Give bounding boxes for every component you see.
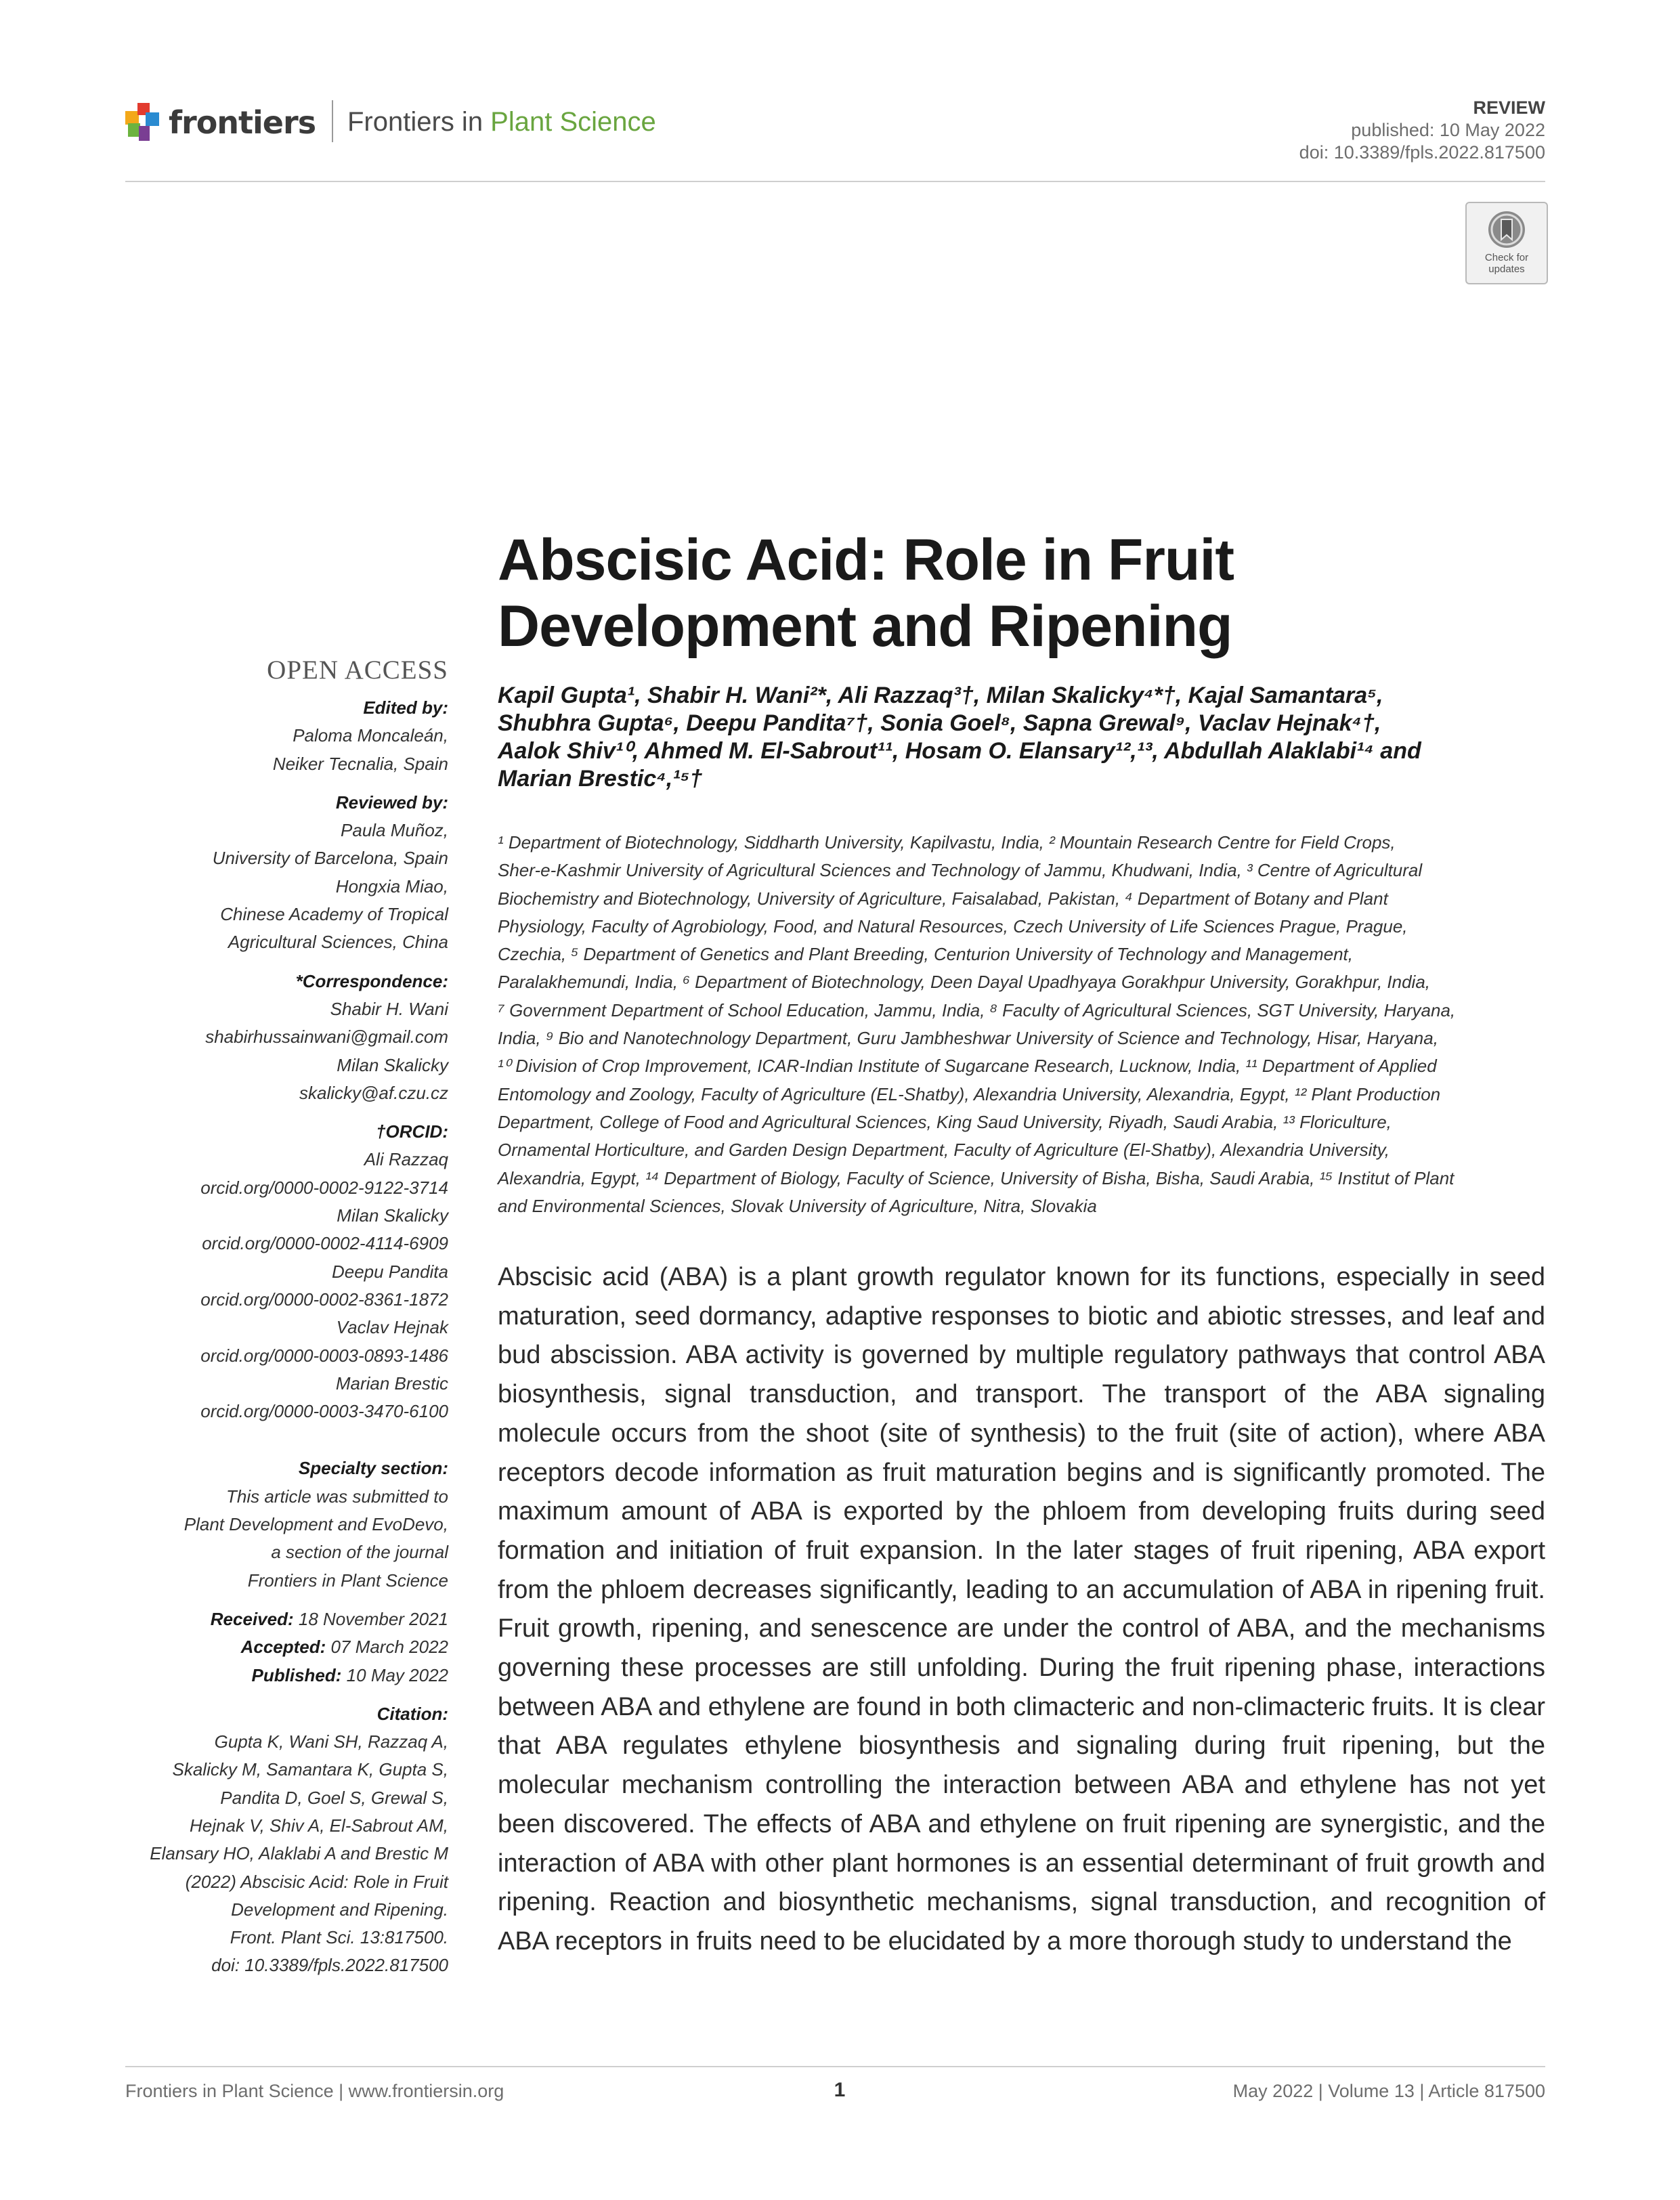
orcid-name: Milan Skalicky [337,1205,448,1226]
citation-line: Development and Ripening. [231,1899,448,1920]
affiliation-line: Biochemistry and Biotechnology, University of Agriculture, Faisalabad, Pakistan, ⁴ Department of Botany and Plant [498,888,1388,909]
footer-journal-link[interactable]: Frontiers in Plant Science | www.frontiersin.org [125,2081,504,2101]
citation-line: Gupta K, Wani SH, Razzaq A, [214,1731,448,1752]
affiliation-line: Alexandria, Egypt, ¹⁴ Department of Biology, Faculty of Science, University of Bisha, Bisha, Saudi Arabia, ¹⁵ Institut of Plant [498,1167,1455,1188]
reviewed-by-heading: Reviewed by: [335,792,448,813]
author-line: Marian Brestic⁴,¹⁵† [498,766,703,792]
citation-line: Pandita D, Goel S, Grewal S, [220,1787,448,1808]
open-access-label: OPEN ACCESS [267,655,448,685]
affiliation-line: Entomology and Zoology, Faculty of Agriculture (EL-Shatby), Alexandria University, Alexandria, Egypt, ¹² Plant Production [498,1083,1441,1104]
orcid-link[interactable]: orcid.org/0000-0002-8361-1872 [200,1289,448,1310]
correspondence-email[interactable]: skalicky@af.czu.cz [299,1082,448,1103]
specialty-line: Plant Development and EvoDevo, [184,1514,448,1535]
bookmark-ribbon-icon [1487,210,1526,249]
page-number: 1 [834,2079,846,2101]
orcid-link[interactable]: orcid.org/0000-0003-3470-6100 [200,1401,448,1422]
reviewer-line: Hongxia Miao, [335,876,448,897]
orcid-heading: †ORCID: [376,1121,448,1142]
frontiers-logo[interactable] [125,100,325,145]
specialty-line: This article was submitted to [225,1486,448,1507]
accepted-label: Accepted: [240,1637,326,1658]
published-label: Published: [251,1664,342,1685]
title-line: Abscisic Acid: Role in Fruit [498,527,1234,592]
journal-prefix: Frontiers in [347,107,491,137]
affiliation-line: Physiology, Faculty of Agrobiology, Food, and Natural Resources, Czech University of Life Sciences Prague, Prague, [498,915,1408,936]
citation-line[interactable]: doi: 10.3389/fpls.2022.817500 [211,1955,448,1976]
affiliation-line: India, ⁹ Bio and Nanotechnology Department, Guru Jambheshwar University of Science and Technology, Hisar, Haryana, [498,1028,1438,1049]
published-date: published: 10 May 2022 [1351,120,1545,140]
accepted-value: 07 March 2022 [330,1637,448,1658]
footer-issue-info: May 2022 | Volume 13 | Article 817500 [1232,2081,1545,2101]
author-line: Kapil Gupta¹, Shabir H. Wani²*, Ali Razzaq³†, Milan Skalicky⁴*†, Kajal Samantara⁵, [498,683,1383,708]
specialty-heading: Specialty section: [298,1458,448,1479]
orcid-name: Ali Razzaq [364,1149,448,1170]
frontiers-logo-mark-icon [125,103,160,142]
title-line: Development and Ripening [498,594,1232,659]
journal-name[interactable] [347,107,656,137]
affiliation-line: ¹⁰ Division of Crop Improvement, ICAR-Indian Institute of Sugarcane Research, Lucknow, India, ¹¹ Department of Applied [498,1056,1437,1077]
article-type: REVIEW [1473,98,1545,118]
reviewer-line: University of Barcelona, Spain [212,848,448,869]
received-label: Received: [210,1608,294,1629]
logo-wordmark: frontiers [169,104,316,141]
abstract-text: Abscisic acid (ABA) is a plant growth regulator known for its functions, especially in seed maturation, seed dormancy, adaptive responses to biotic and abiotic stresses, and leaf and bud abscission. ABA activity is governed by multiple regulatory pathways that control ABA biosynthesis, signal transduction, and transport. The transport of the ABA signaling molecule occurs from the shoot (site of synthesis) to the fruit (site of action), where ABA receptors decode information as fruit maturation begins and is significantly promoted. The maximum amount of ABA is exported by the phloem from developing fruits during seed formation and initiation of fruit expansion. In the later stages of fruit ripening, ABA export from the phloem decreases significantly, leading to an accumulation of ABA in ripening fruit. Fruit growth, ripening, and senescence are under the control of ABA, and the mechanisms governing these processes are still unfolding. During the fruit ripening phase, interactions between ABA and ethylene are found in both climacteric and non-climacteric fruits. It is clear that ABA regulates ethylene biosynthesis and signaling during fruit ripening, but the molecular mechanism controlling the interaction between ABA and ethylene has not yet been discovered. The effects of ABA and ethylene on fruit ripening are synergistic, and the interaction of ABA with other plant hormones is an essential determinant of fruit growth and ripening. Reaction and biosynthetic mechanisms, signal transduction, and recognition of ABA receptors in fruits need to be elucidated by a more thorough study to understand the [498,1263,1545,1956]
correspondence-name: Shabir H. Wani [330,998,448,1019]
affiliation-line: Sher-e-Kashmir University of Agricultural Sciences and Technology of Jammu, Khudwani, India, ³ Centre of Agricultural [498,860,1423,881]
affiliation-line: Department, College of Food and Agricultural Sciences, King Saud University, Riyadh, Saudi Arabia, ¹³ Floriculture, [498,1111,1392,1132]
reviewer-line: Paula Muñoz, [341,820,448,841]
citation-line: Skalicky M, Samantara K, Gupta S, [172,1759,448,1780]
check-for-updates-label: Check for updates [1484,252,1529,275]
header-divider [332,100,333,142]
affiliations [498,829,1534,1220]
orcid-link[interactable]: orcid.org/0000-0003-0893-1486 [200,1345,448,1366]
editor-line: Paloma Moncaleán, [293,725,448,746]
specialty-line: Frontiers in Plant Science [247,1570,448,1591]
journal-accent: Plant Science [490,107,656,137]
affiliation-line: and Environmental Sciences, Slovak University of Agriculture, Nitra, Slovakia [498,1195,1097,1216]
affiliation-line: ⁷ Government Department of School Education, Jammu, India, ⁸ Faculty of Agricultural Sciences, SGT University, Haryana, [498,999,1456,1020]
article-title [498,527,1513,660]
reviewer-line: Agricultural Sciences, China [228,932,448,953]
orcid-name: Deepu Pandita [331,1261,448,1282]
published-value: 10 May 2022 [346,1664,448,1685]
orcid-link[interactable]: orcid.org/0000-0002-9122-3714 [200,1177,448,1198]
author-line: Aalok Shiv¹⁰, Ahmed M. El-Sabrout¹¹, Hosam O. Elansary¹²,¹³, Abdullah Alaklabi¹⁴ and [498,738,1421,764]
accepted-date [102,1633,448,1661]
affiliation-line: Ornamental Horticulture, and Garden Design Department, Faculty of Agriculture (El-Shatby), Alexandria University, [498,1140,1390,1161]
reviewer-line: Chinese Academy of Tropical [220,904,448,925]
footer-rule [125,2066,1545,2067]
check-for-updates-button[interactable] [1465,202,1548,284]
article-meta [1299,97,1545,164]
citation-line: Front. Plant Sci. 13:817500. [230,1927,448,1948]
author-line: Shubhra Gupta⁶, Deepu Pandita⁷†, Sonia Goel⁸, Sapna Grewal⁹, Vaclav Hejnak⁴†, [498,710,1381,736]
citation-heading: Citation: [376,1703,448,1724]
author-list [498,682,1554,793]
affiliation-line: Paralakhemundi, India, ⁶ Department of Biotechnology, Deen Dayal Upadhyaya Gorakhpur University, Gorakhpur, India, [498,972,1431,993]
edited-by-heading: Edited by: [363,697,448,718]
orcid-name: Marian Brestic [335,1373,448,1394]
published-date-sidebar [102,1662,448,1689]
article-doi[interactable]: doi: 10.3389/fpls.2022.817500 [1299,142,1545,163]
citation-line: (2022) Abscisic Acid: Role in Fruit [185,1871,448,1892]
article-sidebar [102,653,448,1980]
header-rule [125,181,1545,182]
orcid-name: Vaclav Hejnak [336,1317,448,1338]
editor-line: Neiker Tecnalia, Spain [272,753,448,774]
received-date [102,1605,448,1633]
affiliation-line: Czechia, ⁵ Department of Genetics and Plant Breeding, Centurion University of Technology and Management, [498,944,1354,965]
orcid-link[interactable]: orcid.org/0000-0002-4114-6909 [202,1233,448,1254]
citation-line: Elansary HO, Alaklabi A and Brestic M [150,1843,448,1864]
affiliation-line: ¹ Department of Biotechnology, Siddharth University, Kapilvastu, India, ² Mountain Research Centre for Field Crops, [498,832,1396,853]
citation-line: Hejnak V, Shiv A, El-Sabrout AM, [190,1815,448,1836]
received-value: 18 November 2021 [298,1608,448,1629]
correspondence-name: Milan Skalicky [337,1054,448,1075]
correspondence-email[interactable]: shabirhussainwani@gmail.com [205,1027,448,1048]
correspondence-heading: *Correspondence: [295,970,448,991]
specialty-line: a section of the journal [271,1542,448,1563]
